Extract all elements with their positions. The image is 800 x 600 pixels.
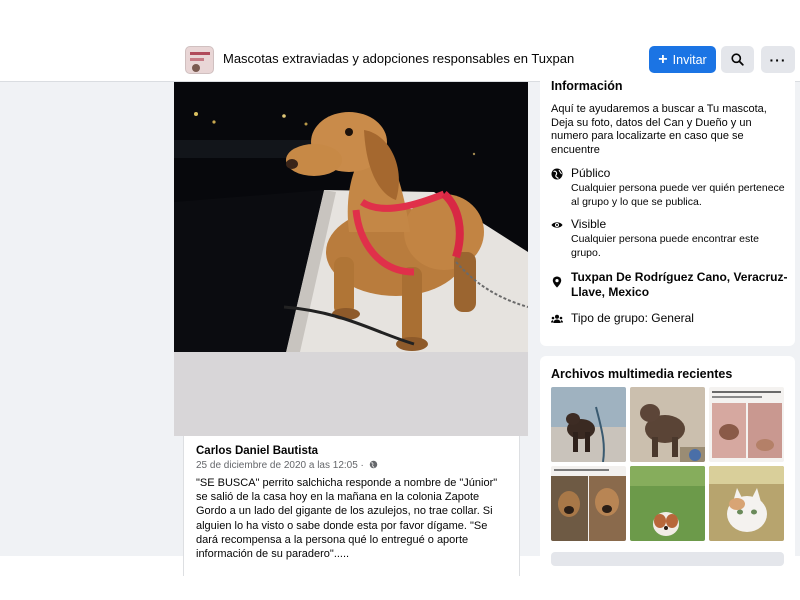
group-title[interactable]: Mascotas extraviadas y adopciones responsables en Tuxpan [223, 51, 575, 66]
post-photo[interactable] [174, 82, 528, 352]
globe-icon [551, 168, 563, 180]
screenshot-post-photo[interactable] [709, 387, 784, 462]
visibility-label: Visible [571, 217, 607, 231]
brindle-dog-photo[interactable] [630, 387, 705, 462]
post-card [183, 436, 520, 576]
group-location[interactable]: Tuxpan De Rodríguez Cano, Veracruz-Llave, Mexico [571, 270, 788, 299]
about-card [540, 74, 795, 346]
see-all-media-button[interactable] [551, 552, 784, 566]
globe-icon [369, 460, 378, 469]
post-author[interactable]: Carlos Daniel Bautista [196, 445, 319, 457]
group-avatar[interactable] [185, 46, 214, 74]
search-button[interactable] [721, 46, 754, 73]
dog-photo-illustration [174, 82, 528, 352]
group-type: Tipo de grupo: General [571, 311, 694, 325]
recent-media-title[interactable]: Archivos multimedia recientes [551, 367, 733, 381]
about-title: Información [551, 79, 623, 93]
people-icon [551, 313, 563, 325]
visibility-description: Cualquier persona puede encontrar este grupo. [571, 233, 759, 259]
invite-label: Invitar [672, 52, 707, 67]
more-options-button[interactable] [761, 46, 795, 73]
recent-media-card [540, 356, 795, 566]
post-text: "SE BUSCA" perrito salchicha responde a nombre de "Júnior" se salió de la casa hoy en la mañana en la colonia Zapote Gordo a un lado del gigante de los azulejos, no trae collar. Si alguien lo ha visto o sabe donde esta por favor dígame. "Se dará recompensa a la persona qué lo entregué o aporte información de su paradero"..... [196, 477, 498, 561]
photo-bottom-strip [174, 352, 528, 436]
location-pin-icon [551, 276, 563, 288]
invite-button[interactable] [649, 46, 716, 73]
post-timestamp[interactable] [196, 460, 378, 471]
puppy-on-grass-photo[interactable] [630, 466, 705, 541]
search-icon [731, 53, 744, 66]
eye-icon [551, 219, 563, 231]
boxer-puppies-photo[interactable] [551, 466, 626, 541]
about-description: Aquí te ayudaremos a buscar a Tu mascota, Deja su foto, datos del Can y Dueño y un numero para localizarte en caso que se encuentre [551, 103, 767, 156]
plus-icon: + [658, 50, 668, 68]
white-kitten-photo[interactable] [709, 466, 784, 541]
privacy-description: Cualquier persona puede ver quién pertenece al grupo y lo que se publica. [571, 182, 785, 208]
post-date-text: 25 de diciembre de 2020 a las 12:05 · [196, 460, 364, 471]
dog-on-tiles-photo[interactable] [551, 387, 626, 462]
privacy-label: Público [571, 166, 611, 180]
more-options-icon: ··· [769, 51, 787, 68]
